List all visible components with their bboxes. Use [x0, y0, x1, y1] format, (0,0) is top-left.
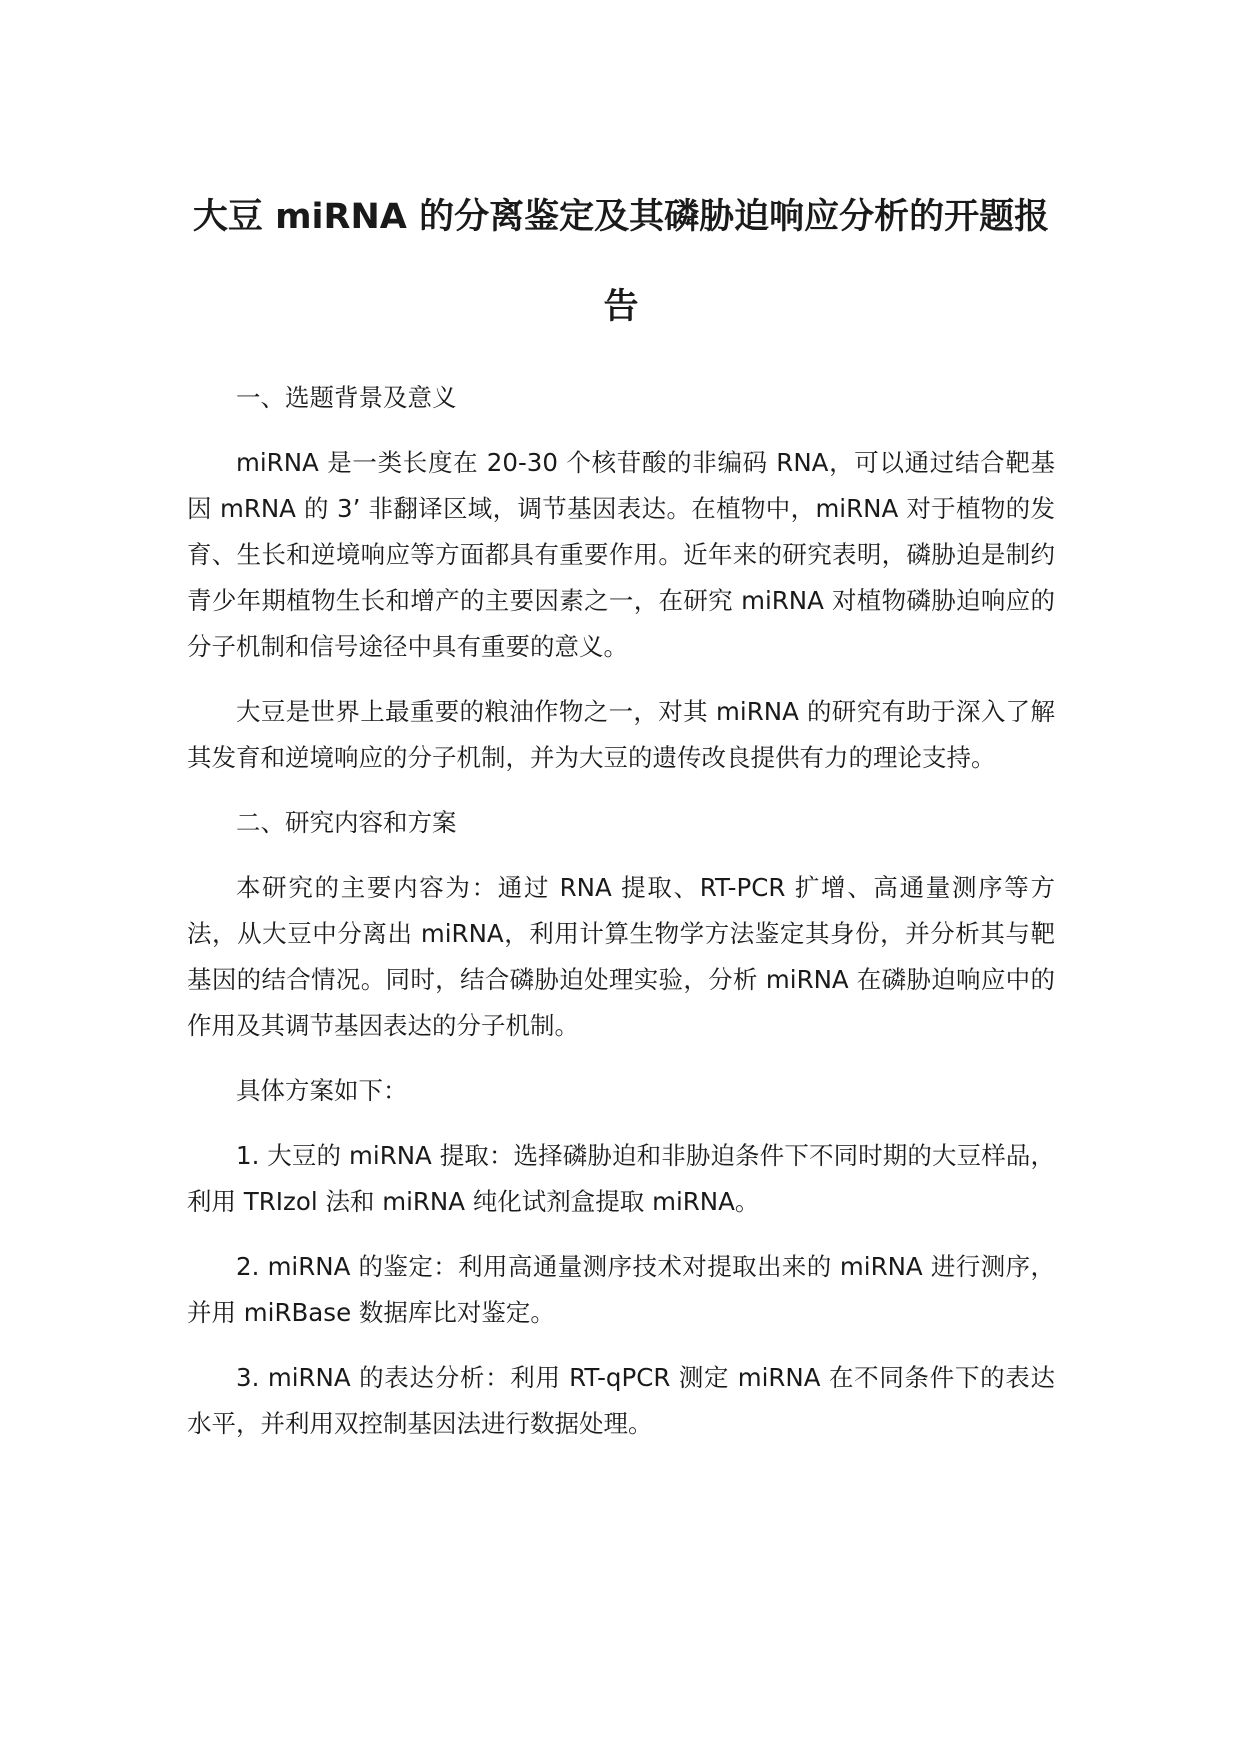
section-heading-background: 一、选题背景及意义 [236, 383, 457, 412]
paragraph-mirna-intro: miRNA 是一类长度在 20-30 个核苷酸的非编码 RNA，可以通过结合靶基因 mRNA 的 3’ 非翻译区域，调节基因表达。在植物中，miRNA 对于植物的发育、生长和逆境响应等方面都具有重要作用。近年来的研究表明，磷胁迫是制约青少年期植物生长和增产的主要因素之一，在研究 miRNA 对植物磷胁迫响应的分子机制和信号途径中具有重要的意义。 [187, 448, 1055, 661]
paragraph-plan-intro: 具体方案如下： [236, 1076, 408, 1105]
list-item-step-2: 2. miRNA 的鉴定：利用高通量测序技术对提取出来的 miRNA 进行测序，并用 miRBase 数据库比对鉴定。 [187, 1252, 1055, 1327]
paragraph-soybean-importance: 大豆是世界上最重要的粮油作物之一，对其 miRNA 的研究有助于深入了解其发育和逆境响应的分子机制，并为大豆的遗传改良提供有力的理论支持。 [187, 697, 1055, 772]
list-item-step-1: 1. 大豆的 miRNA 提取：选择磷胁迫和非胁迫条件下不同时期的大豆样品，利用 TRIzol 法和 miRNA 纯化试剂盒提取 miRNA。 [187, 1141, 1055, 1216]
section-heading-content: 二、研究内容和方案 [236, 808, 457, 837]
document-title: 大豆 miRNA 的分离鉴定及其磷胁迫响应分析的开题报告 [192, 197, 1050, 327]
list-item-step-3: 3. miRNA 的表达分析：利用 RT-qPCR 测定 miRNA 在不同条件下的表达水平，并利用双控制基因法进行数据处理。 [187, 1363, 1055, 1438]
paragraph-research-content: 本研究的主要内容为：通过 RNA 提取、RT-PCR 扩增、高通量测序等方法，从大豆中分离出 miRNA，利用计算生物学方法鉴定其身份，并分析其与靶基因的结合情况。同时，结合磷胁迫处理实验，分析 miRNA 在磷胁迫响应中的作用及其调节基因表达的分子机制。 [187, 873, 1055, 1040]
document-body [187, 375, 1055, 1466]
